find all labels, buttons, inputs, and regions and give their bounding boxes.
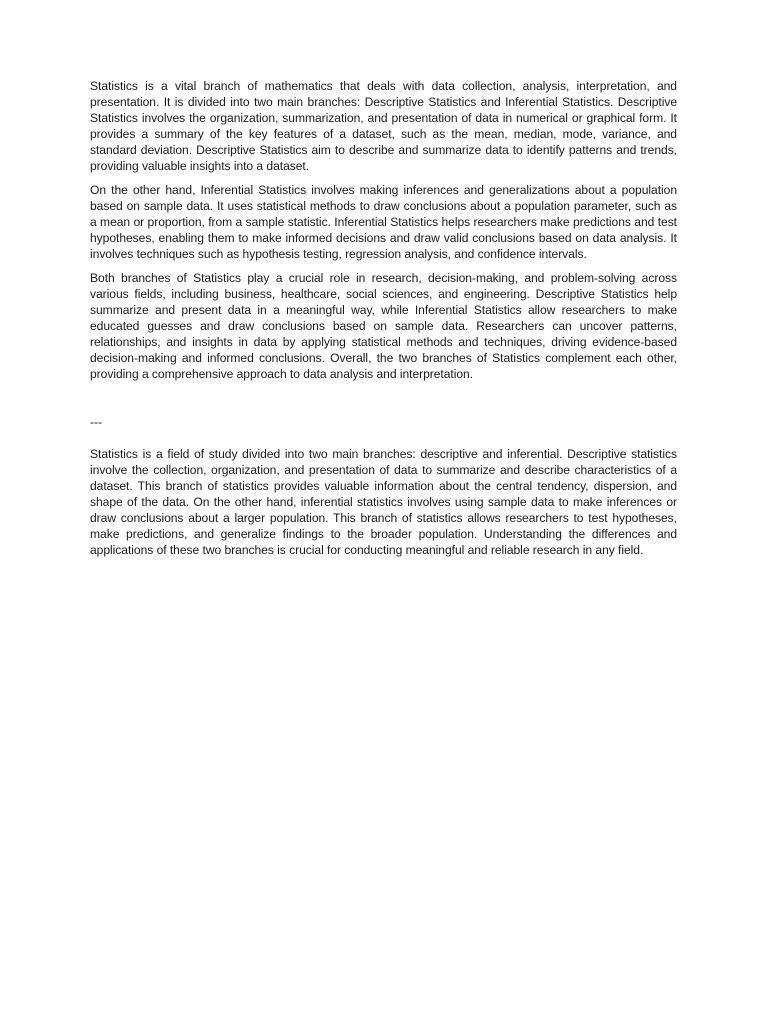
paragraph-both-branches: Both branches of Statistics play a crucial role in research, decision-making, and problem-solving across various fields, including business, healthcare, social sciences, and engineering. Descriptive Statistics help summarize and present data in a meaningful way, while Inferential Statistics allow researchers to make educated guesses and draw conclusions based on sample data. Researchers can uncover patterns, relationships, and insights in data by applying statistical methods and techniques, driving evidence-based decision-making and informed conclusions. Overall, the two branches of Statistics complement each other, providing a comprehensive approach to data analysis and interpretation.: [90, 271, 677, 381]
paragraph-inferential: On the other hand, Inferential Statistics involves making inferences and generalizations about a population based on sample data. It uses statistical methods to draw conclusions about a population parameter, such as a mean or proportion, from a sample statistic. Inferential Statistics helps researchers make predictions and test hypotheses, enabling them to make informed decisions and draw valid conclusions based on data analysis. It involves techniques such as hypothesis testing, regression analysis, and confidence intervals.: [90, 183, 677, 261]
section-separator: ---: [90, 415, 103, 429]
paragraph-summary: Statistics is a field of study divided into two main branches: descriptive and inferential. Descriptive statistics involve the collection, organization, and presentation of data to summarize and describe characteristics of a dataset. This branch of statistics provides valuable information about the central tendency, dispersion, and shape of the data. On the other hand, inferential statistics involves using sample data to make inferences or draw conclusions about a larger population. This branch of statistics allows researchers to test hypotheses, make predictions, and generalize findings to the broader population. Understanding the differences and applications of these two branches is crucial for conducting meaningful and reliable research in any field.: [90, 447, 677, 557]
document-page: [90, 78, 677, 566]
paragraph-descriptive-intro: Statistics is a vital branch of mathematics that deals with data collection, analysis, interpretation, and presentation. It is divided into two main branches: Descriptive Statistics and Inferential Statistics. Descriptive Statistics involves the organization, summarization, and presentation of data in numerical or graphical form. It provides a summary of the key features of a dataset, such as the mean, median, mode, variance, and standard deviation. Descriptive Statistics aim to describe and summarize data to identify patterns and trends, providing valuable insights into a dataset.: [90, 79, 677, 173]
